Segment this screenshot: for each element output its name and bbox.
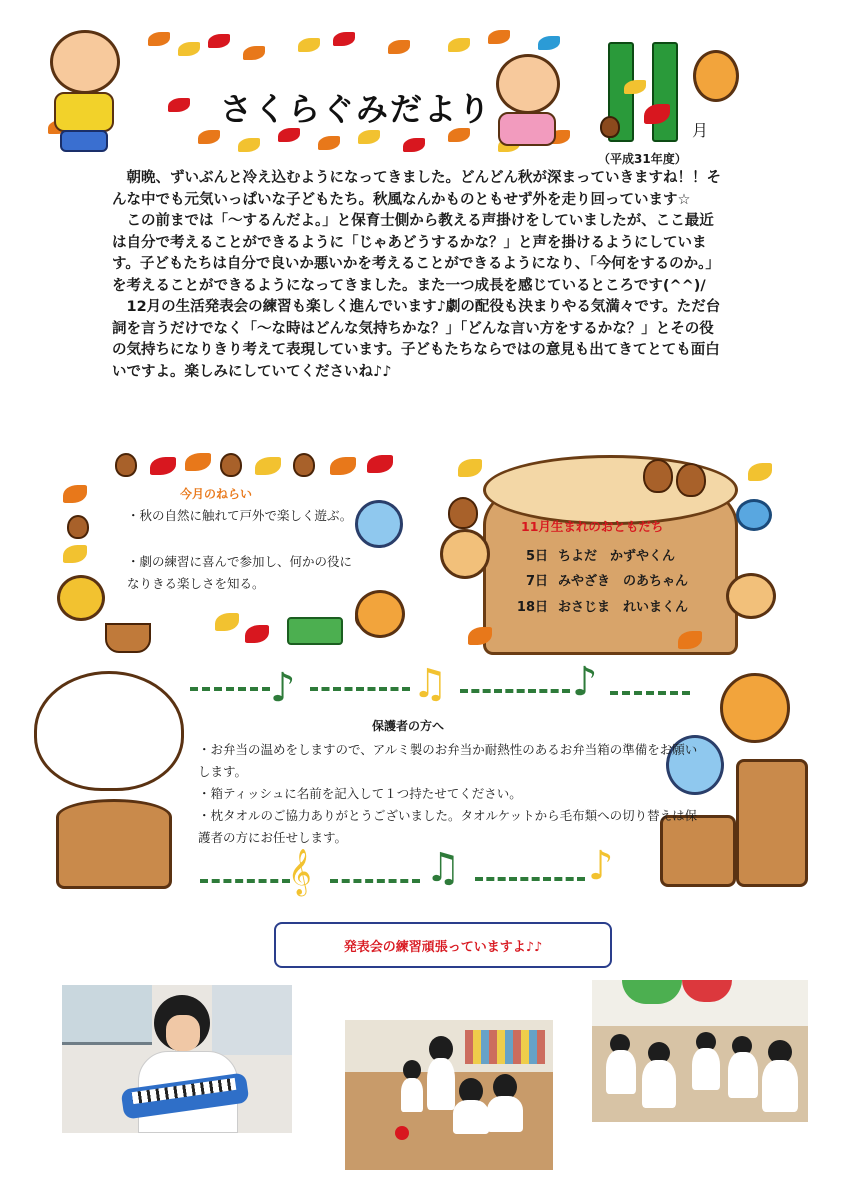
child-face [166,1015,200,1051]
music-note-icon: 𝄞 [288,849,312,895]
goals-item: ・劇の練習に喜んで参加し、何かの役になりきる楽しさを知る。 [127,554,353,591]
leaf-icon [388,40,410,54]
leaf-icon [458,459,482,477]
leaf-icon [624,80,646,94]
leaf-icon [488,30,510,44]
birthday-name: おさじま れいまくん [558,600,689,615]
dashed-line [475,877,585,881]
acorn-icon [676,463,706,497]
leaf-icon [215,613,239,631]
acorn-icon [220,453,242,477]
child-dancing [606,1050,636,1094]
parents-item: ・枕タオルのご協力ありがとうございました。タオルケットから毛布類への切り替えは保護者の方にお任せします。 [198,808,698,845]
stump-right-tall [736,759,808,887]
leaf-icon [148,32,170,46]
parents-notice [20,659,830,905]
girl-shirt [498,112,556,146]
flower-prop [395,1126,409,1140]
leaf-icon [298,38,320,52]
goals-title: 今月のねらい [180,487,253,501]
parents-item: ・箱ティッシュに名前を記入して１つ持たせてください。 [198,786,522,801]
acorn-icon [600,116,620,138]
birthday-name: みやざき のあちゃん [558,574,689,589]
page-title: さくらぐみだより [220,90,493,128]
squirrel-illustration [693,50,739,102]
leaf-icon [168,98,190,112]
child-crouching [487,1096,523,1132]
leaf-icon [538,36,560,50]
intro-text [112,168,724,383]
cart-illustration [287,617,343,645]
leaf-icon [63,545,87,563]
parents-text [198,739,698,849]
leaf-icon [318,136,340,150]
dashed-line [190,687,270,691]
acorn-icon [643,459,673,493]
window [212,985,292,1055]
month-unit: 月 [692,121,709,140]
monthly-goals [55,445,425,660]
intro-paragraph: 朝晩、ずいぶんと冷え込むようになってきました。どんどん秋が深まっていきますね！！そんな中でも元気いっぱいな子どもたち。秋風なんかものともせず外を走り回っています☆ [112,170,721,208]
dashed-line [200,879,290,883]
leaf-icon [185,453,211,471]
birthday-row [498,570,688,589]
photo-melodica [62,985,292,1133]
child-dancing [728,1052,758,1098]
leaf-icon [63,485,87,503]
birthday-row [498,596,688,615]
acorn-icon [67,515,89,539]
boy-pants [60,130,108,152]
shelf [465,1030,545,1064]
music-note-icon: ♪ [572,659,598,705]
acorn-icon [448,497,478,529]
month-digit-bar [652,42,678,142]
header [28,20,828,165]
birthday-title: 11月生まれのおともだち [521,519,664,534]
leaf-icon [403,138,425,152]
bird-illustration [736,499,772,531]
intro-paragraph: 12月の生活発表会の練習も楽しく進んでいます♪劇の配役も決まりやる気満々です。ただ台詞を言うだけでなく「～な時はどんな気持ちかな？」「どんな言い方をするかな？」とその役の気持ちになりきり考えて表現しています。子どもたちならではの意見も出てきてとても面白いですよ。楽しみにしていてくださいね♪♪ [112,299,721,380]
stump-left-illustration [56,799,172,889]
basket-illustration [105,623,151,653]
child-standing [401,1078,423,1112]
leaf-icon [243,46,265,60]
boy-shirt [54,92,114,132]
photo-rehearsal [345,1020,553,1170]
leaf-icon [198,130,220,144]
squirrel-illustration [720,673,790,743]
dog-illustration [34,671,184,791]
child-head [403,1060,421,1080]
chipmunk-illustration [726,573,776,619]
boy-illustration [50,30,120,94]
parents-title: 保護者の方へ [372,719,445,733]
leaf-icon [330,457,356,475]
music-note-icon: ♪ [270,665,296,711]
child-standing [427,1058,455,1110]
leaf-icon [278,128,300,142]
acorn-icon [293,453,315,477]
leaf-icon [245,625,269,643]
birthday-day: 5日 [525,549,548,564]
fox-illustration [57,575,105,621]
squirrel-illustration [440,529,490,579]
birthday-box [438,445,788,660]
leaf-icon [748,463,772,481]
child-dancing [762,1060,798,1112]
tiger-illustration [355,590,405,638]
birthday-day: 18日 [516,600,548,615]
window [62,985,152,1045]
intro-paragraph: この前までは「～するんだよ。」と保育士側から教える声掛けをしていましたが、ここ最近は自分で考えることができるように「じゃあどうするかな？」と声を掛けるようにしています。子どもたちは自分で良いか悪いかを考えることができるようになり、「今何をするのか。」を考えることができるようになってきました。また一つ成長を感じているところです(^^)/ [112,213,720,294]
era-year: （平成31年度） [598,152,687,166]
child-dancing [692,1048,720,1090]
music-note-icon: ♪ [588,843,614,889]
dashed-line [330,879,420,883]
leaf-icon [238,138,260,152]
photo-dance [592,980,808,1122]
leaf-icon [367,455,393,473]
goals-item: ・秋の自然に触れて戸外で楽しく遊ぶ。 [127,508,353,523]
girl-illustration [496,54,560,114]
mouse-illustration [355,500,403,548]
birthday-name: ちよだ かずやくん [558,549,676,564]
dashed-line [610,691,690,695]
leaf-icon [448,38,470,52]
birthday-day: 7日 [525,574,548,589]
leaf-icon [358,130,380,144]
child-dancing [642,1060,676,1108]
leaf-icon [255,457,281,475]
dashed-line [460,689,570,693]
leaf-icon [333,32,355,46]
child-crouching [453,1100,489,1134]
leaf-icon [208,34,230,48]
acorn-icon [115,453,137,477]
leaf-icon [178,42,200,56]
music-note-icon: ♫ [412,661,448,707]
practice-banner: 発表会の練習頑張っていますよ♪♪ [274,922,612,968]
parents-item: ・お弁当の温めをしますので、アルミ製のお弁当か耐熱性のあるお弁当箱の準備をお願いします。 [198,742,698,779]
leaf-icon [448,128,470,142]
dashed-line [310,687,410,691]
leaf-icon [150,457,176,475]
music-note-icon: ♫ [425,845,461,891]
birthday-row [498,545,675,564]
